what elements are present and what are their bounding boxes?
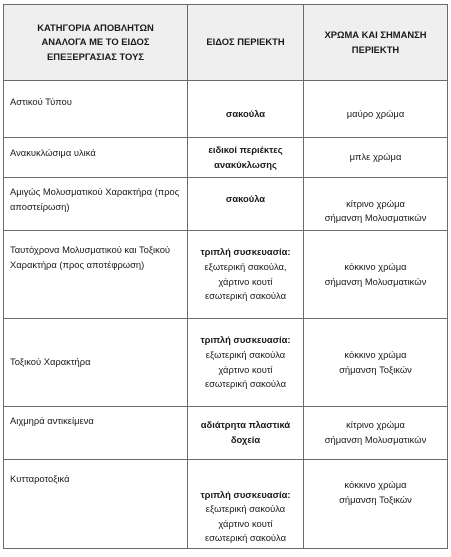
category-cell: Αμιγώς Μολυσματικού Χαρακτήρα (προς αποστείρωση)	[4, 178, 188, 231]
color-cell	[304, 231, 448, 319]
category-cell: Αστικού Τύπου	[4, 81, 188, 138]
category-cell: Τοξικού Χαρακτήρα	[4, 319, 188, 407]
header-color-marking: ΧΡΩΜΑ ΚΑΙ ΣΗΜΑΝΣΗ ΠΕΡΙΕΚΤΗ	[304, 5, 448, 81]
color-cell	[304, 178, 448, 231]
table-row	[4, 231, 448, 319]
container-title: αδιάτρητα πλαστικά δοχεία	[200, 419, 291, 445]
color-line: κόκκινο χρώμα	[344, 479, 407, 490]
container-line: χάρτινο κουτί	[218, 275, 273, 287]
color-cell	[304, 319, 448, 407]
table-row	[4, 407, 448, 460]
container-line: εσωτερική σακούλα	[204, 378, 287, 390]
table-row	[4, 81, 448, 138]
container-title: τριπλή συσκευασία:	[200, 334, 291, 346]
color-line: κίτρινο χρώμα	[346, 419, 405, 431]
container-cell	[188, 407, 304, 460]
category-cell: Κυτταροτοξικά	[4, 460, 188, 549]
container-line: εσωτερική σακούλα	[204, 532, 287, 544]
color-line: σήμανση Τοξικών	[339, 493, 412, 505]
container-line: εξωτερική σακούλα,	[204, 260, 287, 272]
color-line: κόκκινο χρώμα	[344, 260, 407, 272]
container-line: εσωτερική σακούλα	[204, 290, 287, 302]
color-line: σήμανση Μολυσματικών	[324, 434, 427, 445]
color-cell	[304, 460, 448, 549]
container-cell	[188, 460, 304, 549]
container-title: σακούλα	[225, 193, 266, 204]
container-line: χάρτινο κουτί	[218, 363, 273, 375]
color-line: μαύρο χρώμα	[346, 108, 405, 120]
container-title: σακούλα	[225, 108, 266, 120]
container-cell	[188, 178, 304, 231]
table-row	[4, 178, 448, 231]
color-cell	[304, 81, 448, 138]
container-cell	[188, 231, 304, 319]
table-row	[4, 319, 448, 407]
table-row	[4, 460, 448, 549]
color-line: σήμανση Τοξικών	[339, 363, 412, 375]
category-cell: Αιχμηρά αντικείμενα	[4, 407, 188, 460]
container-cell	[188, 138, 304, 178]
color-cell	[304, 407, 448, 460]
container-cell	[188, 319, 304, 407]
container-title: ειδικοί περιέκτες ανακύκλωσης	[208, 143, 283, 170]
color-line: κόκκινο χρώμα	[344, 348, 407, 360]
color-line: κίτρινο χρώμα	[346, 197, 405, 209]
category-cell: Ταυτόχρονα Μολυσματικού και Τοξικού Χαρακτήρα (προς αποτέφρωση)	[4, 231, 188, 319]
container-title: τριπλή συσκευασία:	[200, 488, 291, 500]
header-row	[4, 5, 448, 81]
category-cell: Ανακυκλώσιμα υλικά	[4, 138, 188, 178]
container-title: τριπλή συσκευασία:	[200, 246, 291, 258]
container-line: εξωτερική σακούλα	[205, 348, 286, 360]
color-line: σήμανση Μολυσματικών	[324, 212, 427, 224]
container-line: εξωτερική σακούλα	[205, 503, 286, 515]
table-row	[4, 138, 448, 178]
color-line: μπλε χρώμα	[349, 151, 402, 163]
waste-category-table	[3, 4, 448, 549]
container-cell	[188, 81, 304, 138]
color-cell	[304, 138, 448, 178]
header-container-type: ΕΙΔΟΣ ΠΕΡΙΕΚΤΗ	[188, 5, 304, 81]
container-line: χάρτινο κουτί	[218, 517, 273, 529]
header-category: ΚΑΤΗΓΟΡΙΑ ΑΠΟΒΛΗΤΩΝ ΑΝΑΛΟΓΑ ΜΕ ΤΟ ΕΙΔΟΣ ΕΠΕΞΕΡΓΑΣΙΑΣ ΤΟΥΣ	[4, 5, 188, 81]
color-line: σήμανση Μολυσματικών	[324, 275, 427, 287]
